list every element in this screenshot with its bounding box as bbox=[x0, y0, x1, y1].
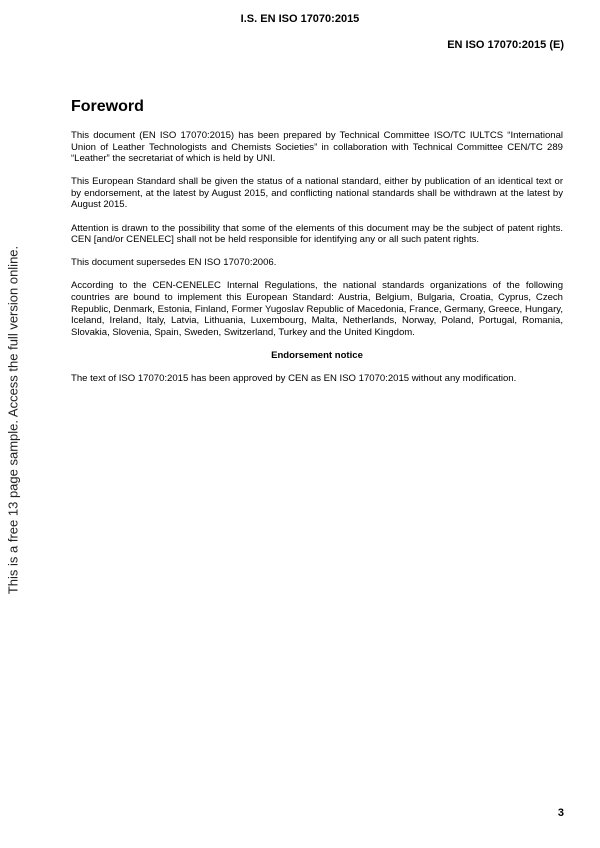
header-standard-id: I.S. EN ISO 17070:2015 bbox=[240, 13, 360, 25]
header-document-id: EN ISO 17070:2015 (E) bbox=[447, 39, 564, 51]
paragraph-regulations: According to the CEN-CENELEC Internal Regulations, the national standards organizations of the following countries are bound to implement this European Standard: Austria, Belgium, Bulgaria, Croatia, Cyprus, Czech Republic, Denmark, Estonia, Finland, Former Yugoslav Republic of Macedonia, France, Germany, Greece, Hungary, Iceland, Ireland, Italy, Latvia, Lithuania, Luxembourg, Malta, Netherlands, Norway, Poland, Portugal, Romania, Slovakia, Slovenia, Spain, Sweden, Switzerland, Turkey and the United Kingdom. bbox=[71, 280, 563, 338]
endorsement-heading: Endorsement notice bbox=[271, 349, 363, 361]
sample-watermark-text: This is a free 13 page sample. Access the full version online. bbox=[5, 245, 21, 595]
foreword-body bbox=[71, 130, 563, 396]
page-title: Foreword bbox=[71, 98, 144, 115]
paragraph-status: This European Standard shall be given the status of a national standard, either by publication of an identical text or by endorsement, at the latest by August 2015, and conflicting national standards shall be withdrawn at the latest by August 2015. bbox=[71, 176, 563, 211]
paragraph-patent: Attention is drawn to the possibility that some of the elements of this document may be the subject of patent rights. CEN [and/or CENELEC] shall not be held responsible for identifying any or all such patent rights. bbox=[71, 222, 563, 246]
paragraph-preparation: This document (EN ISO 17070:2015) has been prepared by Technical Committee ISO/TC IULTCS “International Union of Leather Technologists and Chemists Societies” in collaboration with Technical Committee CEN/TC 289 “Leather” the secretariat of which is held by UNI. bbox=[71, 130, 563, 165]
endorsement-text: The text of ISO 17070:2015 has been approved by CEN as EN ISO 17070:2015 without any modification. bbox=[71, 372, 517, 384]
paragraph-supersedes: This document supersedes EN ISO 17070:2006. bbox=[71, 257, 277, 269]
page-number: 3 bbox=[557, 807, 564, 819]
